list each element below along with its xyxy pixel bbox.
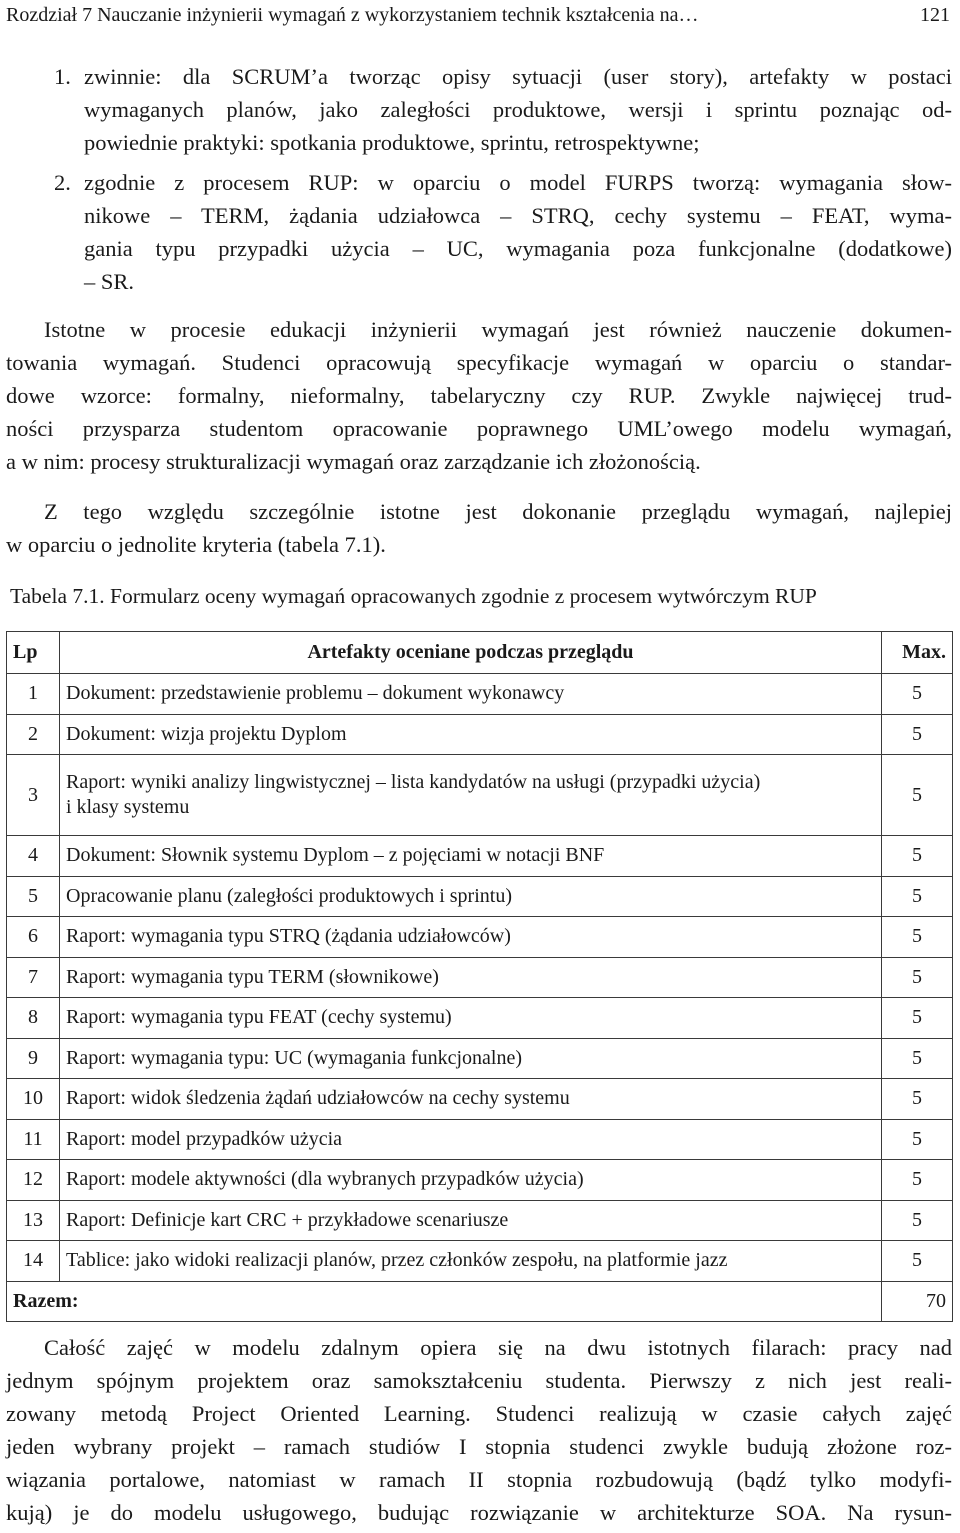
- row-number: 8: [7, 998, 60, 1039]
- table-row: [7, 876, 953, 917]
- row-artifact: Dokument: przedstawienie problemu – dokument wykonawcy: [60, 674, 882, 715]
- paragraph-line: towania wymagań. Studenci opracowują specyfikacje wymagań w oparciu o standar-: [6, 350, 952, 375]
- row-max: 5: [882, 714, 953, 755]
- row-artifact: Raport: wymagania typu TERM (słownikowe): [60, 957, 882, 998]
- paragraph-documentation: [6, 313, 952, 478]
- row-max: 5: [882, 876, 953, 917]
- total-label: Razem:: [7, 1281, 882, 1321]
- review-table: [6, 631, 953, 1322]
- paragraph-line: w oparciu o jednolite kryteria (tabela 7.1).: [6, 532, 386, 557]
- table-caption: Tabela 7.1. Formularz oceny wymagań opracowanych zgodnie z procesem wytwórczym RUP: [10, 584, 817, 608]
- table-row: [7, 1119, 953, 1160]
- row-max: 5: [882, 1200, 953, 1241]
- row-number: 2: [7, 714, 60, 755]
- row-artifact: Tablice: jako widoki realizacji planów, przez członków zespołu, na platformie jazz: [60, 1241, 882, 1282]
- total-value: 70: [882, 1281, 953, 1321]
- row-max: 5: [882, 1160, 953, 1201]
- table-row: [7, 714, 953, 755]
- column-header-max: Max.: [882, 632, 953, 674]
- table-row: [7, 957, 953, 998]
- row-number: 11: [7, 1119, 60, 1160]
- paragraph-line: Całość zajęć w modelu zdalnym opiera się na dwu istotnych filarach: pracy nad: [44, 1335, 952, 1360]
- row-number: 7: [7, 957, 60, 998]
- list-item-number: 1.: [54, 64, 71, 89]
- row-max: 5: [882, 1119, 953, 1160]
- row-artifact: Dokument: Słownik systemu Dyplom – z pojęciami w notacji BNF: [60, 836, 882, 877]
- paragraph-line: wiązania portalowe, natomiast w ramach II stopnia rozbudowują (bądź tylko modyfi-: [6, 1467, 952, 1492]
- row-number: 1: [7, 674, 60, 715]
- row-max: 5: [882, 1079, 953, 1120]
- row-number: 14: [7, 1241, 60, 1282]
- paragraph-line: dowe wzorce: formalny, nieformalny, tabelaryczny czy RUP. Zwykle najwięcej trud-: [6, 383, 952, 408]
- page-header: [6, 0, 952, 30]
- row-number: 6: [7, 917, 60, 958]
- paragraph-line: Z tego względu szczególnie istotne jest dokonanie przeglądu wymagań, najlepiej: [44, 499, 952, 524]
- table-header-row: [7, 632, 953, 674]
- table-row: [7, 1079, 953, 1120]
- row-max: 5: [882, 998, 953, 1039]
- row-artifact: Dokument: wizja projektu Dyplom: [60, 714, 882, 755]
- row-artifact: Raport: wymagania typu STRQ (żądania udziałowców): [60, 917, 882, 958]
- paragraph-line: kują) je do modelu usługowego, budując rozwiązanie w architekturze SOA. Na rysun-: [6, 1500, 952, 1525]
- table-row: [7, 1241, 953, 1282]
- paragraph-remote-model: [6, 1331, 952, 1529]
- page-number: 121: [920, 4, 950, 26]
- table-row: [7, 998, 953, 1039]
- paragraph-line: ności przysparza studentom opracowanie poprawnego UML’owego modelu wymagań,: [6, 416, 952, 441]
- row-max: 5: [882, 836, 953, 877]
- row-max: 5: [882, 957, 953, 998]
- row-max: 5: [882, 1038, 953, 1079]
- row-artifact: Raport: model przypadków użycia: [60, 1119, 882, 1160]
- list-item: [6, 60, 952, 159]
- table-row: [7, 1160, 953, 1201]
- row-max: 5: [882, 674, 953, 715]
- method-list: [6, 60, 952, 298]
- table-row: [7, 674, 953, 715]
- row-number: 12: [7, 1160, 60, 1201]
- row-max: 5: [882, 917, 953, 958]
- list-item-line: – SR.: [84, 269, 135, 294]
- paragraph-line: zowany metodą Project Oriented Learning. Studenci realizują w czasie całych zajęć: [6, 1401, 952, 1426]
- row-artifact: Raport: widok śledzenia żądań udziałowców na cechy systemu: [60, 1079, 882, 1120]
- list-item-line: zwinnie: dla SCRUM’a tworząc opisy sytuacji (user story), artefakty w postaci: [84, 64, 952, 89]
- row-artifact: Opracowanie planu (zaległości produktowych i sprintu): [60, 876, 882, 917]
- list-item-line: gania typu przypadki użycia – UC, wymagania poza funkcjonalne (dodatkowe): [84, 236, 952, 261]
- list-item-line: zgodnie z procesem RUP: w oparciu o model FURPS tworzą: wymagania słow-: [84, 170, 952, 195]
- list-item-line: wymaganych planów, jako zaległości produktowe, wersji i sprintu poznając od-: [84, 97, 952, 122]
- list-item-line: nikowe – TERM, żądania udziałowca – STRQ, cechy systemu – FEAT, wyma-: [84, 203, 952, 228]
- table-row: [7, 1200, 953, 1241]
- row-artifact: Raport: wymagania typu FEAT (cechy systemu): [60, 998, 882, 1039]
- column-header-artifacts: Artefakty oceniane podczas przeglądu: [60, 632, 882, 674]
- row-artifact: Raport: wymagania typu: UC (wymagania funkcjonalne): [60, 1038, 882, 1079]
- table-row: [7, 836, 953, 877]
- row-number: 3: [7, 755, 60, 836]
- row-artifact: Raport: modele aktywności (dla wybranych przypadków użycia): [60, 1160, 882, 1201]
- row-artifact: Raport: Definicje kart CRC + przykładowe scenariusze: [60, 1200, 882, 1241]
- row-number: 5: [7, 876, 60, 917]
- table-total-row: [7, 1281, 953, 1321]
- table-row: [7, 1038, 953, 1079]
- row-max: 5: [882, 755, 953, 836]
- row-max: 5: [882, 1241, 953, 1282]
- table-row: [7, 917, 953, 958]
- paragraph-line: jednym spójnym projektem oraz samokształceniu studenta. Pierwszy z nich jest reali-: [6, 1368, 952, 1393]
- column-header-lp: Lp: [7, 632, 60, 674]
- table-row: [7, 755, 953, 836]
- paragraph-line: jeden wybrany projekt – ramach studiów I stopnia studenci zwykle budują złożone roz-: [6, 1434, 952, 1459]
- list-item-line: powiednie praktyki: spotkania produktowe, sprintu, retrospektywne;: [84, 130, 700, 155]
- paragraph-line: a w nim: procesy strukturalizacji wymagań oraz zarządzanie ich złożonością.: [6, 449, 701, 474]
- row-number: 13: [7, 1200, 60, 1241]
- list-item-number: 2.: [54, 170, 71, 195]
- row-number: 9: [7, 1038, 60, 1079]
- row-artifact: Raport: wyniki analizy lingwistycznej – lista kandydatów na usługi (przypadki użycia) i klasy systemu: [60, 755, 882, 836]
- row-number: 10: [7, 1079, 60, 1120]
- list-item: [6, 166, 952, 298]
- chapter-title: Rozdział 7 Nauczanie inżynierii wymagań z wykorzystaniem technik kształcenia na…: [6, 4, 699, 26]
- paragraph-line: Istotne w procesie edukacji inżynierii wymagań jest również nauczenie dokumen-: [44, 317, 952, 342]
- row-number: 4: [7, 836, 60, 877]
- paragraph-review: [6, 495, 952, 561]
